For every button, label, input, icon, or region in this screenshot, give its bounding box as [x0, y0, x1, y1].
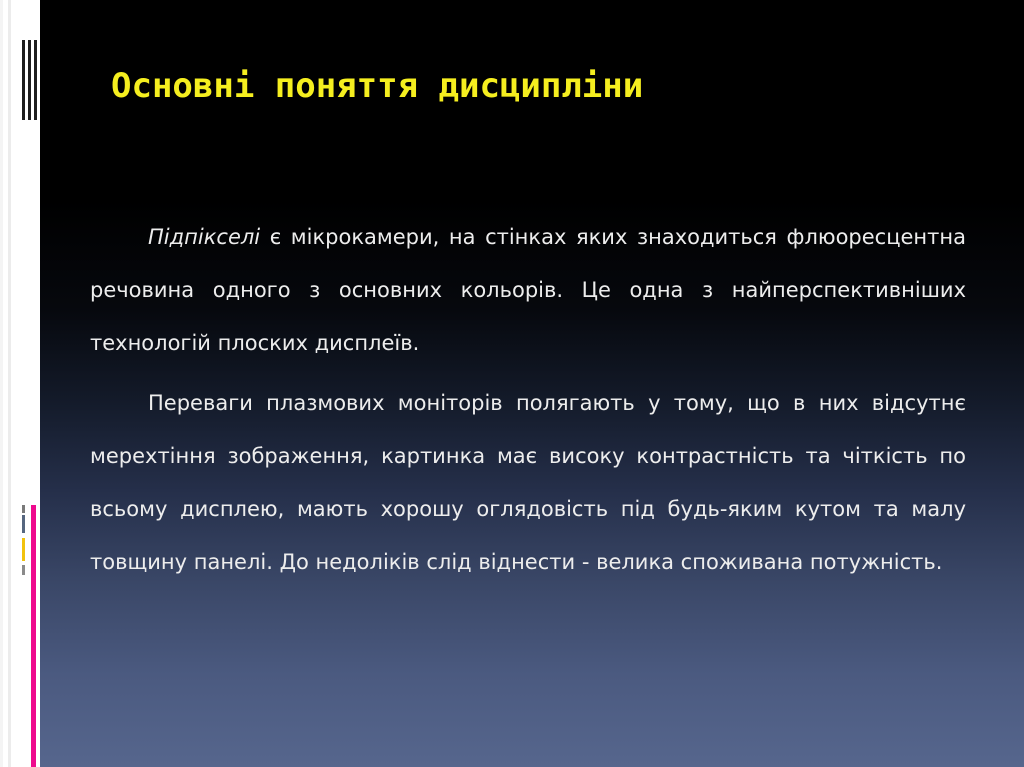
deco-bar-magenta — [31, 505, 36, 767]
paragraph-text: є мікрокамери, на стінках яких знаходиться флюоресцентна речовина одного з основних кольорів. Це одна з найперспективніших технологій плоских дисплеїв. — [90, 225, 966, 355]
deco-bar-yellow — [22, 538, 25, 561]
barcode-lines-icon — [22, 40, 40, 120]
deco-bar-grey — [22, 505, 25, 513]
left-decoration — [0, 0, 40, 767]
paragraph-text: Переваги плазмових моніторів полягають у тому, що в них відсутнє мерехтіння зображення, картинка має високу контрастність та чіткість по всьому дисплею, мають хорошу оглядовість під будь-яким кутом та малу товщину панелі. До недоліків слід віднести - велика споживана потужність. — [90, 391, 966, 574]
deco-bar-blue — [22, 515, 25, 533]
deco-stripe — [8, 0, 11, 767]
deco-stripe — [0, 0, 3, 767]
slide-body — [90, 211, 966, 589]
paragraph-advantages — [90, 377, 966, 589]
slide-title: Основні поняття дисципліни — [111, 66, 644, 106]
deco-bar-grey — [22, 565, 25, 575]
term-subpixels: Підпікселі — [148, 225, 261, 249]
paragraph-subpixels — [90, 211, 966, 370]
